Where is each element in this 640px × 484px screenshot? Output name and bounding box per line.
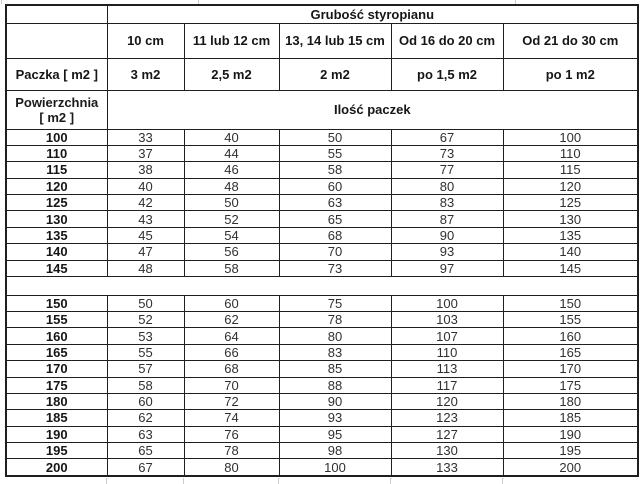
title-row — [6, 5, 638, 23]
package-count-cell: 78 — [279, 311, 391, 327]
area-label-cell: 150 — [6, 295, 107, 311]
package-count-cell: 63 — [279, 195, 391, 211]
package-count-cell: 57 — [107, 361, 184, 377]
table-row — [6, 393, 638, 409]
area-header-row — [6, 90, 638, 129]
package-count-cell: 67 — [391, 129, 503, 145]
area-label-cell: 175 — [6, 377, 107, 393]
table-row — [6, 410, 638, 426]
area-label-cell: 185 — [6, 410, 107, 426]
table-row — [6, 361, 638, 377]
package-count-cell: 44 — [184, 145, 279, 161]
package-count-cell: 130 — [503, 211, 638, 227]
area-label-cell: 170 — [6, 361, 107, 377]
table-title: Grubość styropianu — [107, 5, 638, 23]
package-count-cell: 40 — [184, 129, 279, 145]
area-label-cell: 140 — [6, 244, 107, 260]
package-count-cell: 125 — [503, 195, 638, 211]
package-count-cell: 117 — [391, 377, 503, 393]
package-count-cell: 43 — [107, 211, 184, 227]
package-count-cell: 58 — [184, 260, 279, 276]
table-row — [6, 162, 638, 178]
package-count-cell: 103 — [391, 311, 503, 327]
gridline-hint — [183, 478, 184, 484]
area-header-line2: [ m2 ] — [39, 109, 75, 125]
package-count-cell: 160 — [503, 328, 638, 344]
package-count-cell: 37 — [107, 145, 184, 161]
package-count-cell: 95 — [279, 426, 391, 442]
package-count-cell: 110 — [391, 344, 503, 360]
thickness-header-row — [6, 23, 638, 58]
package-count-cell: 66 — [184, 344, 279, 360]
gridline-hint — [1, 0, 2, 4]
package-count-cell: 87 — [391, 211, 503, 227]
table-row — [6, 129, 638, 145]
package-count-cell: 54 — [184, 227, 279, 243]
package-count-cell: 145 — [503, 260, 638, 276]
gridline-hint — [106, 478, 107, 484]
area-label-cell: 190 — [6, 426, 107, 442]
package-count-cell: 65 — [279, 211, 391, 227]
area-label-cell: 200 — [6, 459, 107, 476]
area-label-cell: 110 — [6, 145, 107, 161]
package-count-cell: 53 — [107, 328, 184, 344]
package-count-cell: 48 — [107, 260, 184, 276]
spacer-row — [6, 277, 638, 295]
thickness-header: Od 21 do 30 cm — [503, 23, 638, 58]
package-count-cell: 80 — [391, 178, 503, 194]
package-count-cell: 120 — [391, 393, 503, 409]
package-size-value: 3 m2 — [107, 58, 184, 90]
area-label-cell: 115 — [6, 162, 107, 178]
package-count-cell: 60 — [279, 178, 391, 194]
package-count-cell: 195 — [503, 443, 638, 459]
area-label-cell: 130 — [6, 211, 107, 227]
package-count-cell: 97 — [391, 260, 503, 276]
spacer-cell-empty — [6, 277, 638, 295]
package-count-cell: 77 — [391, 162, 503, 178]
package-size-value: 2 m2 — [279, 58, 391, 90]
table-row — [6, 195, 638, 211]
package-count-cell: 72 — [184, 393, 279, 409]
package-count-cell: 55 — [279, 145, 391, 161]
thickness-header: 13, 14 lub 15 cm — [279, 23, 391, 58]
package-count-cell: 180 — [503, 393, 638, 409]
table-row — [6, 260, 638, 276]
package-count-cell: 48 — [184, 178, 279, 194]
gridline-hint — [502, 478, 503, 484]
package-count-cell: 135 — [503, 227, 638, 243]
package-count-cell: 70 — [184, 377, 279, 393]
area-label-cell: 165 — [6, 344, 107, 360]
styrofoam-packages-table — [5, 4, 639, 477]
package-count-cell: 93 — [391, 244, 503, 260]
package-count-cell: 80 — [279, 328, 391, 344]
package-count-cell: 65 — [107, 443, 184, 459]
package-count-cell: 50 — [107, 295, 184, 311]
package-count-cell: 110 — [503, 145, 638, 161]
area-label-cell: 135 — [6, 227, 107, 243]
table-row — [6, 459, 638, 476]
package-count-cell: 90 — [279, 393, 391, 409]
table-row — [6, 377, 638, 393]
package-count-cell: 45 — [107, 227, 184, 243]
table-row — [6, 178, 638, 194]
package-count-cell: 170 — [503, 361, 638, 377]
package-count-cell: 120 — [503, 178, 638, 194]
package-count-cell: 123 — [391, 410, 503, 426]
styrofoam-table-sheet — [5, 4, 639, 477]
package-count-cell: 38 — [107, 162, 184, 178]
table-header — [6, 5, 638, 129]
table-row — [6, 211, 638, 227]
table-row — [6, 328, 638, 344]
area-label-cell: 145 — [6, 260, 107, 276]
package-size-value: po 1 m2 — [503, 58, 638, 90]
corner-cell-empty — [6, 5, 107, 23]
table-row — [6, 443, 638, 459]
package-count-cell: 58 — [279, 162, 391, 178]
package-count-cell: 33 — [107, 129, 184, 145]
package-count-cell: 140 — [503, 244, 638, 260]
table-row — [6, 244, 638, 260]
package-size-row — [6, 58, 638, 90]
package-count-cell: 56 — [184, 244, 279, 260]
package-count-cell: 75 — [279, 295, 391, 311]
thickness-header: 11 lub 12 cm — [184, 23, 279, 58]
package-count-cell: 165 — [503, 344, 638, 360]
package-count-cell: 47 — [107, 244, 184, 260]
package-count-cell: 80 — [184, 459, 279, 476]
spacer-body — [6, 277, 638, 295]
package-count-cell: 83 — [279, 344, 391, 360]
package-count-cell: 40 — [107, 178, 184, 194]
package-count-cell: 127 — [391, 426, 503, 442]
block1-body — [6, 129, 638, 277]
area-label-cell: 195 — [6, 443, 107, 459]
gridline-hint — [390, 478, 391, 484]
package-count-cell: 73 — [391, 145, 503, 161]
package-count-cell: 78 — [184, 443, 279, 459]
package-count-cell: 60 — [107, 393, 184, 409]
package-count-cell: 83 — [391, 195, 503, 211]
package-count-cell: 113 — [391, 361, 503, 377]
block2-body — [6, 295, 638, 476]
package-count-cell: 58 — [107, 377, 184, 393]
package-count-cell: 74 — [184, 410, 279, 426]
package-count-cell: 90 — [391, 227, 503, 243]
table-row — [6, 295, 638, 311]
area-label-cell: 155 — [6, 311, 107, 327]
package-count-cell: 100 — [279, 459, 391, 476]
table-row — [6, 344, 638, 360]
thickness-header: Od 16 do 20 cm — [391, 23, 503, 58]
area-label-cell: 120 — [6, 178, 107, 194]
package-count-cell: 76 — [184, 426, 279, 442]
package-count-cell: 67 — [107, 459, 184, 476]
package-count-cell: 42 — [107, 195, 184, 211]
package-count-cell: 150 — [503, 295, 638, 311]
package-count-cell: 93 — [279, 410, 391, 426]
package-count-cell: 52 — [107, 311, 184, 327]
package-count-cell: 73 — [279, 260, 391, 276]
package-count-cell: 185 — [503, 410, 638, 426]
table-row — [6, 145, 638, 161]
table-row — [6, 227, 638, 243]
area-label-cell: 100 — [6, 129, 107, 145]
package-count-cell: 64 — [184, 328, 279, 344]
package-count-cell: 68 — [184, 361, 279, 377]
area-label-cell: 180 — [6, 393, 107, 409]
package-count-cell: 68 — [279, 227, 391, 243]
package-row-label: Paczka [ m2 ] — [6, 58, 107, 90]
area-label-cell: 125 — [6, 195, 107, 211]
package-count-cell: 130 — [391, 443, 503, 459]
package-size-value: po 1,5 m2 — [391, 58, 503, 90]
area-header-label — [6, 90, 107, 129]
package-count-cell: 200 — [503, 459, 638, 476]
package-count-cell: 88 — [279, 377, 391, 393]
package-count-cell: 55 — [107, 344, 184, 360]
package-count-cell: 190 — [503, 426, 638, 442]
table-row — [6, 311, 638, 327]
package-count-cell: 107 — [391, 328, 503, 344]
package-count-cell: 46 — [184, 162, 279, 178]
area-header-line1: Powierzchnia — [15, 94, 99, 110]
package-count-cell: 100 — [503, 129, 638, 145]
package-count-cell: 85 — [279, 361, 391, 377]
package-count-cell: 62 — [107, 410, 184, 426]
package-size-value: 2,5 m2 — [184, 58, 279, 90]
package-count-span-label: Ilość paczek — [107, 90, 638, 129]
package-count-cell: 175 — [503, 377, 638, 393]
package-count-cell: 52 — [184, 211, 279, 227]
package-count-cell: 62 — [184, 311, 279, 327]
table-row — [6, 426, 638, 442]
package-count-cell: 50 — [184, 195, 279, 211]
package-count-cell: 70 — [279, 244, 391, 260]
package-count-cell: 100 — [391, 295, 503, 311]
package-count-cell: 63 — [107, 426, 184, 442]
gridline-hint — [278, 478, 279, 484]
corner-cell-empty — [6, 23, 107, 58]
package-count-cell: 98 — [279, 443, 391, 459]
thickness-header: 10 cm — [107, 23, 184, 58]
package-count-cell: 155 — [503, 311, 638, 327]
package-count-cell: 115 — [503, 162, 638, 178]
package-count-cell: 60 — [184, 295, 279, 311]
package-count-cell: 50 — [279, 129, 391, 145]
package-count-cell: 133 — [391, 459, 503, 476]
area-label-cell: 160 — [6, 328, 107, 344]
